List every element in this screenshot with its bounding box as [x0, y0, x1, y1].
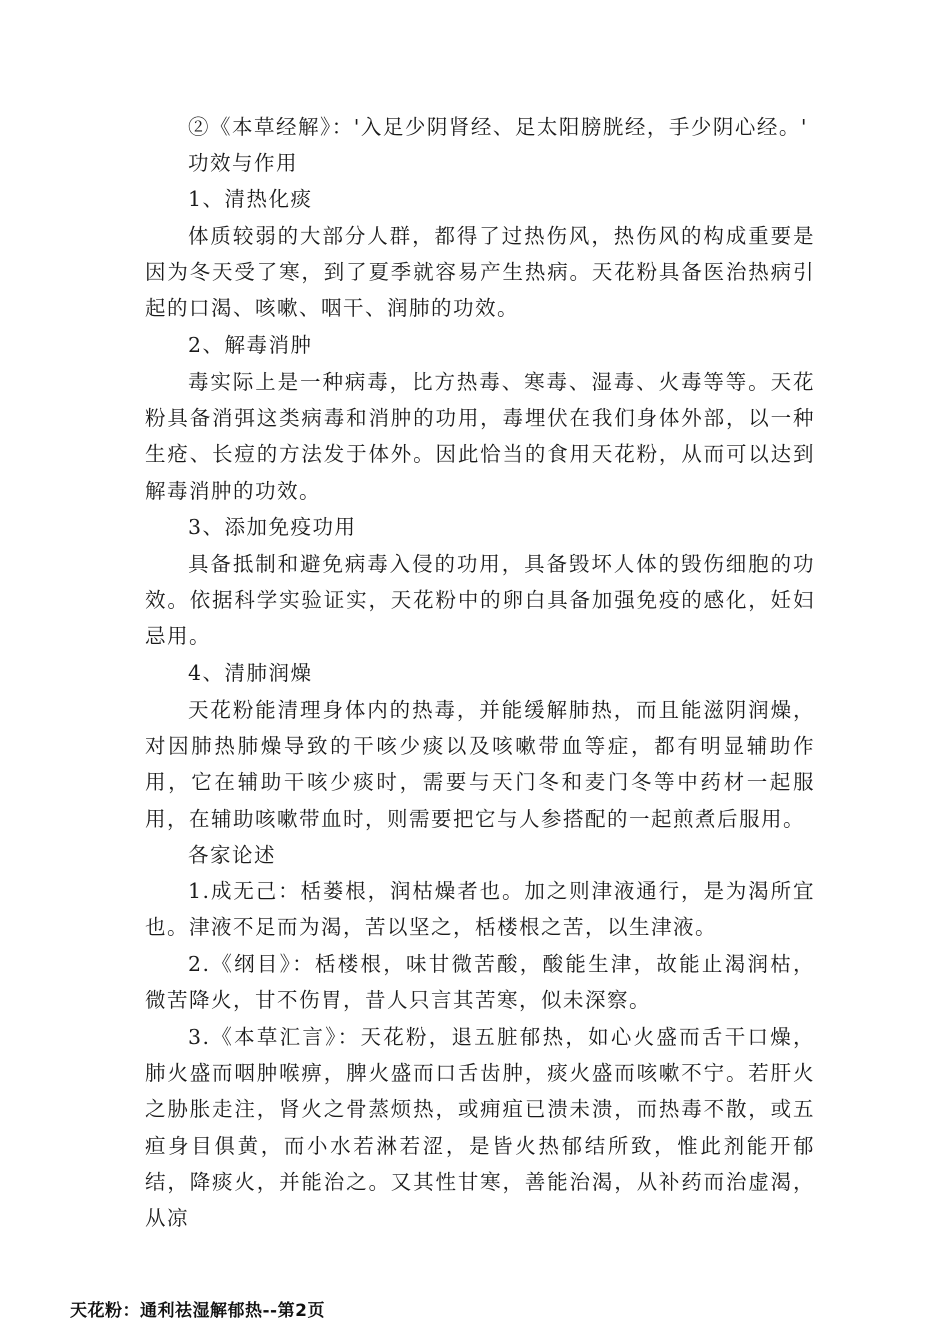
section-heading-commentary: 各家论述 — [188, 843, 276, 867]
subheading-clear-heat: 1、清热化痰 — [188, 187, 313, 211]
paragraph-lung: 天花粉能清理身体内的热毒，并能缓解肺热，而且能滋阴润燥，对因肺热肺燥导致的干咳少痰以及咳嗽带血等症，都有明显辅助作用，它在辅助干咳少痰时，需要与天门冬和麦门冬等中药材一起服用，在辅助咳嗽带血时，则需要把它与人参搭配的一起煎煮后服用。 — [145, 698, 815, 831]
subheading-lung: 4、清肺润燥 — [188, 661, 313, 685]
paragraph-commentary-1: 1.成无己：栝蒌根，润枯燥者也。加之则津液通行，是为渴所宜也。津液不足而为渴，苦以坚之，栝楼根之苦，以生津液。 — [145, 879, 815, 940]
paragraph-source-quote: ②《本草经解》：'入足少阴肾经、足太阳膀胱经，手少阴心经。' — [188, 115, 809, 139]
paragraph-clear-heat: 体质较弱的大部分人群，都得了过热伤风，热伤风的构成重要是因为冬天受了寒，到了夏季就容易产生热病。天花粉具备医治热病引起的口渴、咳嗽、咽干、润肺的功效。 — [145, 224, 815, 321]
paragraph-detox: 毒实际上是一种病毒，比方热毒、寒毒、湿毒、火毒等等。天花粉具备消弭这类病毒和消肿的功用，毒埋伏在我们身体外部，以一种生疮、长痘的方法发于体外。因此恰当的食用天花粉，从而可以达到解毒消肿的功效。 — [145, 370, 815, 503]
subheading-detox: 2、解毒消肿 — [188, 333, 313, 357]
paragraph-immunity: 具备抵制和避免病毒入侵的功用，具备毁坏人体的毁伤细胞的功效。依据科学实验证实，天花粉中的卵白具备加强免疫的感化，妊妇忌用。 — [145, 552, 815, 649]
paragraph-commentary-3: 3.《本草汇言》：天花粉，退五脏郁热，如心火盛而舌干口燥，肺火盛而咽肿喉痹，脾火盛而口舌齿肿，痰火盛而咳嗽不宁。若肝火之胁胀走注，肾火之骨蒸烦热，或痈疽已溃未溃，而热毒不散，或五疸身目俱黄，而小水若淋若涩，是皆火热郁结所致，惟此剂能开郁结，降痰火，并能治之。又其性甘寒，善能治渴，从补药而治虚渴，从凉 — [145, 1025, 815, 1231]
page-footer: 天花粉：通利祛湿解郁热--第2页 — [70, 1301, 325, 1321]
section-heading-effects: 功效与作用 — [188, 151, 298, 175]
paragraph-commentary-2: 2.《纲目》：栝楼根，味甘微苦酸，酸能生津，故能止渴润枯，微苦降火，甘不伤胃，昔人只言其苦寒，似未深察。 — [145, 952, 815, 1013]
subheading-immunity: 3、添加免疫功用 — [188, 515, 357, 539]
